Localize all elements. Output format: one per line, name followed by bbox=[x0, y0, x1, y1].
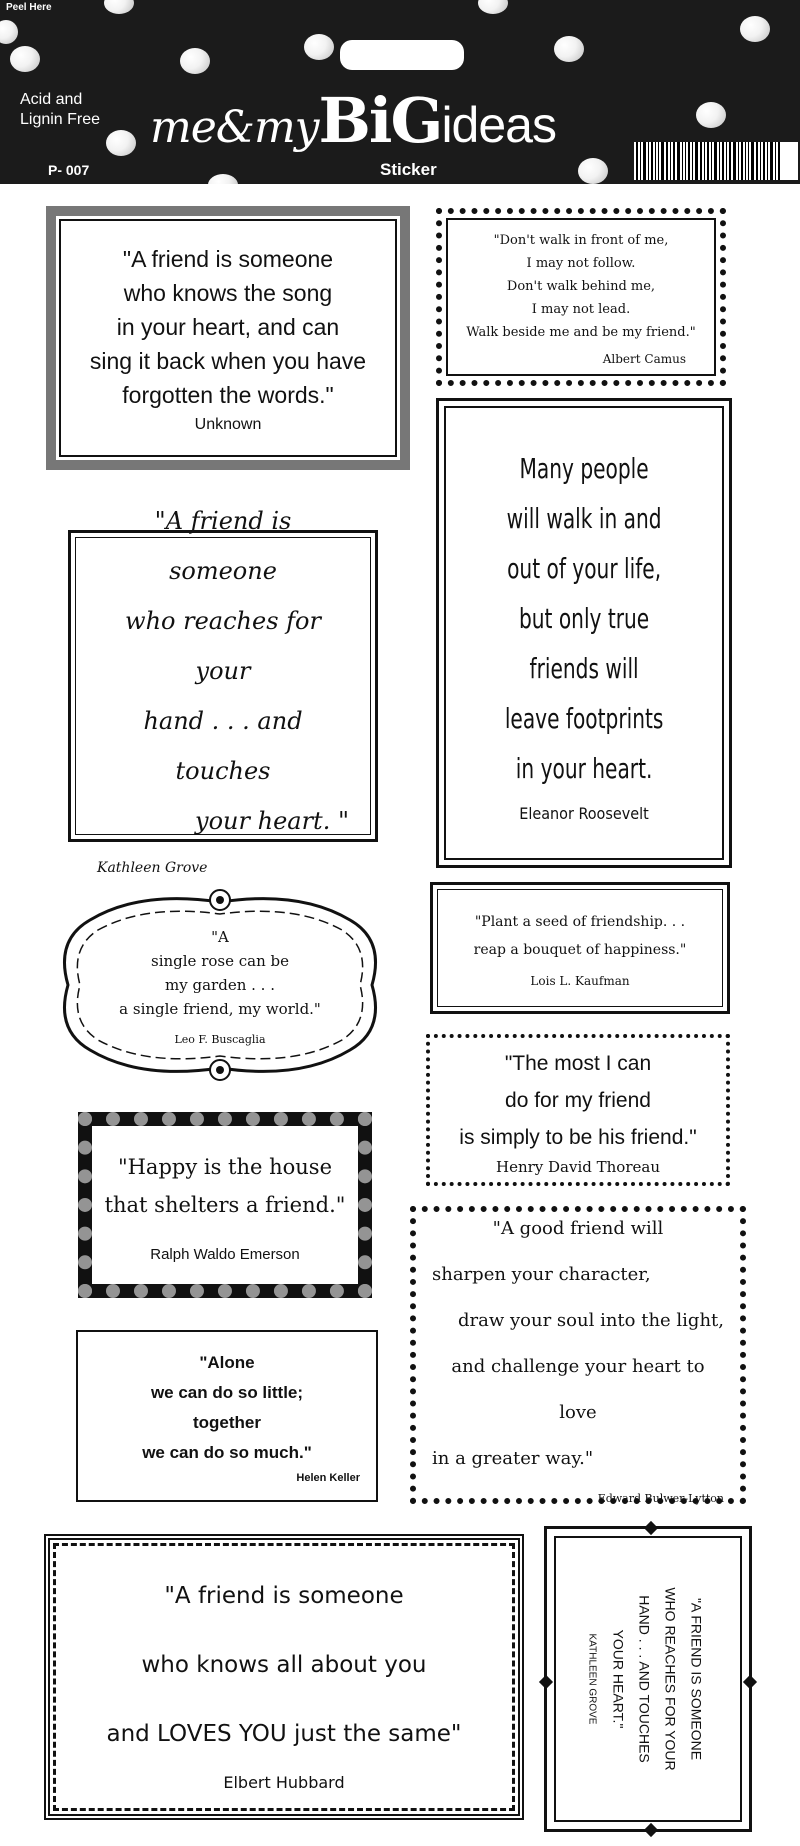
quote-line: Walk beside me and be my friend." bbox=[466, 324, 696, 340]
polka-dot bbox=[180, 48, 210, 74]
quote-text bbox=[459, 1045, 696, 1156]
sticker-quote-alone[interactable] bbox=[76, 1330, 378, 1502]
quote-text bbox=[90, 242, 366, 412]
polka-dot bbox=[554, 36, 584, 62]
quote-line: single rose can be bbox=[151, 951, 289, 970]
polka-dot bbox=[696, 102, 726, 128]
quote-text bbox=[466, 229, 696, 344]
quote-line: we can do so little; bbox=[150, 1383, 304, 1402]
quote-text bbox=[106, 1562, 461, 1769]
sticker-quote-song[interactable] bbox=[46, 206, 410, 470]
diamond-ornament-icon bbox=[644, 1521, 658, 1535]
quote-line: "A friend is someone bbox=[154, 507, 292, 585]
quote-line: Many people bbox=[519, 451, 649, 485]
quote-line: Don't walk behind me, bbox=[506, 278, 656, 294]
acid-free-label bbox=[20, 90, 100, 130]
quote-line: in your heart, and can bbox=[116, 314, 340, 340]
product-code: P- 007 bbox=[48, 162, 90, 178]
brand-me: me bbox=[150, 102, 216, 153]
quote-line: "A friend is someone bbox=[122, 246, 334, 272]
quote-line: a single friend, my world." bbox=[119, 999, 321, 1018]
quote-line: do for my friend bbox=[505, 1088, 651, 1112]
diamond-ornament-icon bbox=[539, 1675, 553, 1689]
quote-line: but only true bbox=[518, 601, 650, 635]
quote-line: "A FRIEND IS SOMEONE bbox=[688, 1597, 705, 1761]
quote-author: Unknown bbox=[194, 416, 262, 433]
quote-line: friends will bbox=[529, 651, 639, 685]
quote-line: "Alone bbox=[199, 1353, 255, 1372]
brand-big: BiG bbox=[318, 84, 442, 157]
hang-tab bbox=[340, 40, 464, 70]
quote-author: Lois L. Kaufman bbox=[530, 974, 630, 988]
polka-dot bbox=[478, 0, 508, 14]
rotated-quote bbox=[587, 1539, 710, 1819]
quote-line: that shelters a friend." bbox=[104, 1192, 346, 1217]
quote-line: we can do so much." bbox=[142, 1443, 312, 1462]
quote-author: Kathleen Grove bbox=[97, 860, 208, 876]
quote-line: my garden . . . bbox=[165, 975, 275, 994]
quote-author: Albert Camus bbox=[602, 351, 686, 366]
quote-line: draw your soul into the light, bbox=[458, 1309, 724, 1331]
brand-amp: & bbox=[215, 102, 254, 153]
quote-text bbox=[97, 496, 349, 846]
quote-line: "Don't walk in front of me, bbox=[493, 232, 669, 248]
polka-dot bbox=[208, 174, 238, 184]
quote-author: Elbert Hubbard bbox=[223, 1773, 345, 1792]
quote-text bbox=[485, 444, 683, 794]
quote-line: reap a bouquet of happiness." bbox=[473, 942, 687, 958]
quote-line: is simply to be his friend." bbox=[459, 1125, 697, 1149]
sticker-quote-rose[interactable] bbox=[50, 880, 390, 1090]
quote-line: and challenge your heart to love bbox=[451, 1355, 705, 1423]
quote-author: Edward Bulwer-Lytton bbox=[597, 1491, 724, 1505]
sticker-quote-footprints[interactable] bbox=[436, 398, 732, 868]
quote-line: sharpen your character, bbox=[432, 1263, 651, 1285]
quote-line: who knows all about you bbox=[141, 1652, 427, 1678]
peel-here-label[interactable]: Peel Here bbox=[6, 2, 52, 13]
quote-line: out of your life, bbox=[506, 551, 661, 585]
polka-dot bbox=[740, 16, 770, 42]
quote-line: WHO REACHES FOR YOUR bbox=[662, 1587, 679, 1771]
polka-dot bbox=[0, 20, 18, 44]
quote-line: forgotten the words." bbox=[122, 382, 334, 408]
sticker-quote-camus[interactable] bbox=[436, 208, 726, 386]
quote-author: KATHLEEN GROVE bbox=[586, 1633, 598, 1725]
quote-line: your heart. " bbox=[195, 807, 349, 835]
quote-line: together bbox=[193, 1413, 261, 1432]
quote-line: "Plant a seed of friendship. . . bbox=[474, 914, 686, 930]
quote-line: I may not follow. bbox=[526, 255, 636, 271]
quote-author: Helen Keller bbox=[296, 1472, 360, 1484]
quote-line: "A friend is someone bbox=[164, 1583, 404, 1609]
quote-text bbox=[105, 1148, 346, 1224]
quote-text bbox=[142, 1348, 312, 1468]
quote-line: and LOVES YOU just the same" bbox=[106, 1721, 462, 1747]
diamond-ornament-icon bbox=[644, 1823, 658, 1837]
quote-author: Henry David Thoreau bbox=[496, 1157, 660, 1176]
quote-text bbox=[474, 908, 687, 964]
acid-free-line: Acid and bbox=[20, 91, 83, 108]
product-type-label: Sticker bbox=[380, 160, 437, 179]
quote-line: YOUR HEART." bbox=[610, 1629, 627, 1729]
quote-author: Eleanor Roosevelt bbox=[519, 803, 649, 823]
polka-dot bbox=[304, 34, 334, 60]
quote-line: who knows the song bbox=[123, 280, 333, 306]
sticker-quote-thoreau[interactable] bbox=[426, 1034, 730, 1186]
quote-text bbox=[432, 1206, 724, 1482]
quote-line: "Happy is the house bbox=[117, 1154, 333, 1179]
sticker-quote-seed[interactable] bbox=[430, 882, 730, 1014]
quote-text bbox=[119, 925, 321, 1021]
quote-author: Leo F. Buscaglia bbox=[174, 1032, 266, 1046]
product-header bbox=[0, 0, 800, 184]
barcode bbox=[634, 142, 798, 180]
polka-dot bbox=[578, 158, 608, 184]
quote-line: hand . . . and touches bbox=[143, 707, 303, 785]
quote-line: in a greater way." bbox=[432, 1447, 594, 1469]
brand-ideas: ideas bbox=[441, 97, 556, 153]
brand-my: my bbox=[253, 102, 319, 153]
quote-line: who reaches for your bbox=[125, 607, 321, 685]
quote-line: will walk in and bbox=[506, 501, 662, 535]
quote-line: in your heart. bbox=[515, 751, 653, 785]
quote-line: "A good friend will bbox=[492, 1217, 664, 1239]
quote-line: I may not lead. bbox=[531, 301, 631, 317]
polka-dot bbox=[106, 130, 136, 156]
sticker-quote-character[interactable] bbox=[410, 1206, 746, 1504]
quote-line: "A bbox=[211, 927, 229, 946]
polka-dot bbox=[10, 46, 40, 72]
quote-author: Ralph Waldo Emerson bbox=[150, 1245, 300, 1263]
brand-logo bbox=[150, 84, 556, 157]
quote-line: "The most I can bbox=[504, 1051, 652, 1075]
sticker-quote-house[interactable] bbox=[78, 1112, 372, 1298]
quote-line: HAND . . . AND TOUCHES bbox=[636, 1595, 653, 1763]
acid-free-line: Lignin Free bbox=[20, 111, 101, 128]
sticker-quote-reaches[interactable] bbox=[68, 507, 378, 876]
quote-line: leave footprints bbox=[504, 701, 664, 735]
quote-text bbox=[606, 1539, 710, 1819]
diamond-ornament-icon bbox=[743, 1675, 757, 1689]
sticker-quote-loves-you[interactable] bbox=[44, 1534, 524, 1820]
quote-line: sing it back when you have bbox=[89, 348, 367, 374]
sticker-quote-rotated[interactable] bbox=[544, 1526, 752, 1832]
polka-dot bbox=[104, 0, 134, 14]
